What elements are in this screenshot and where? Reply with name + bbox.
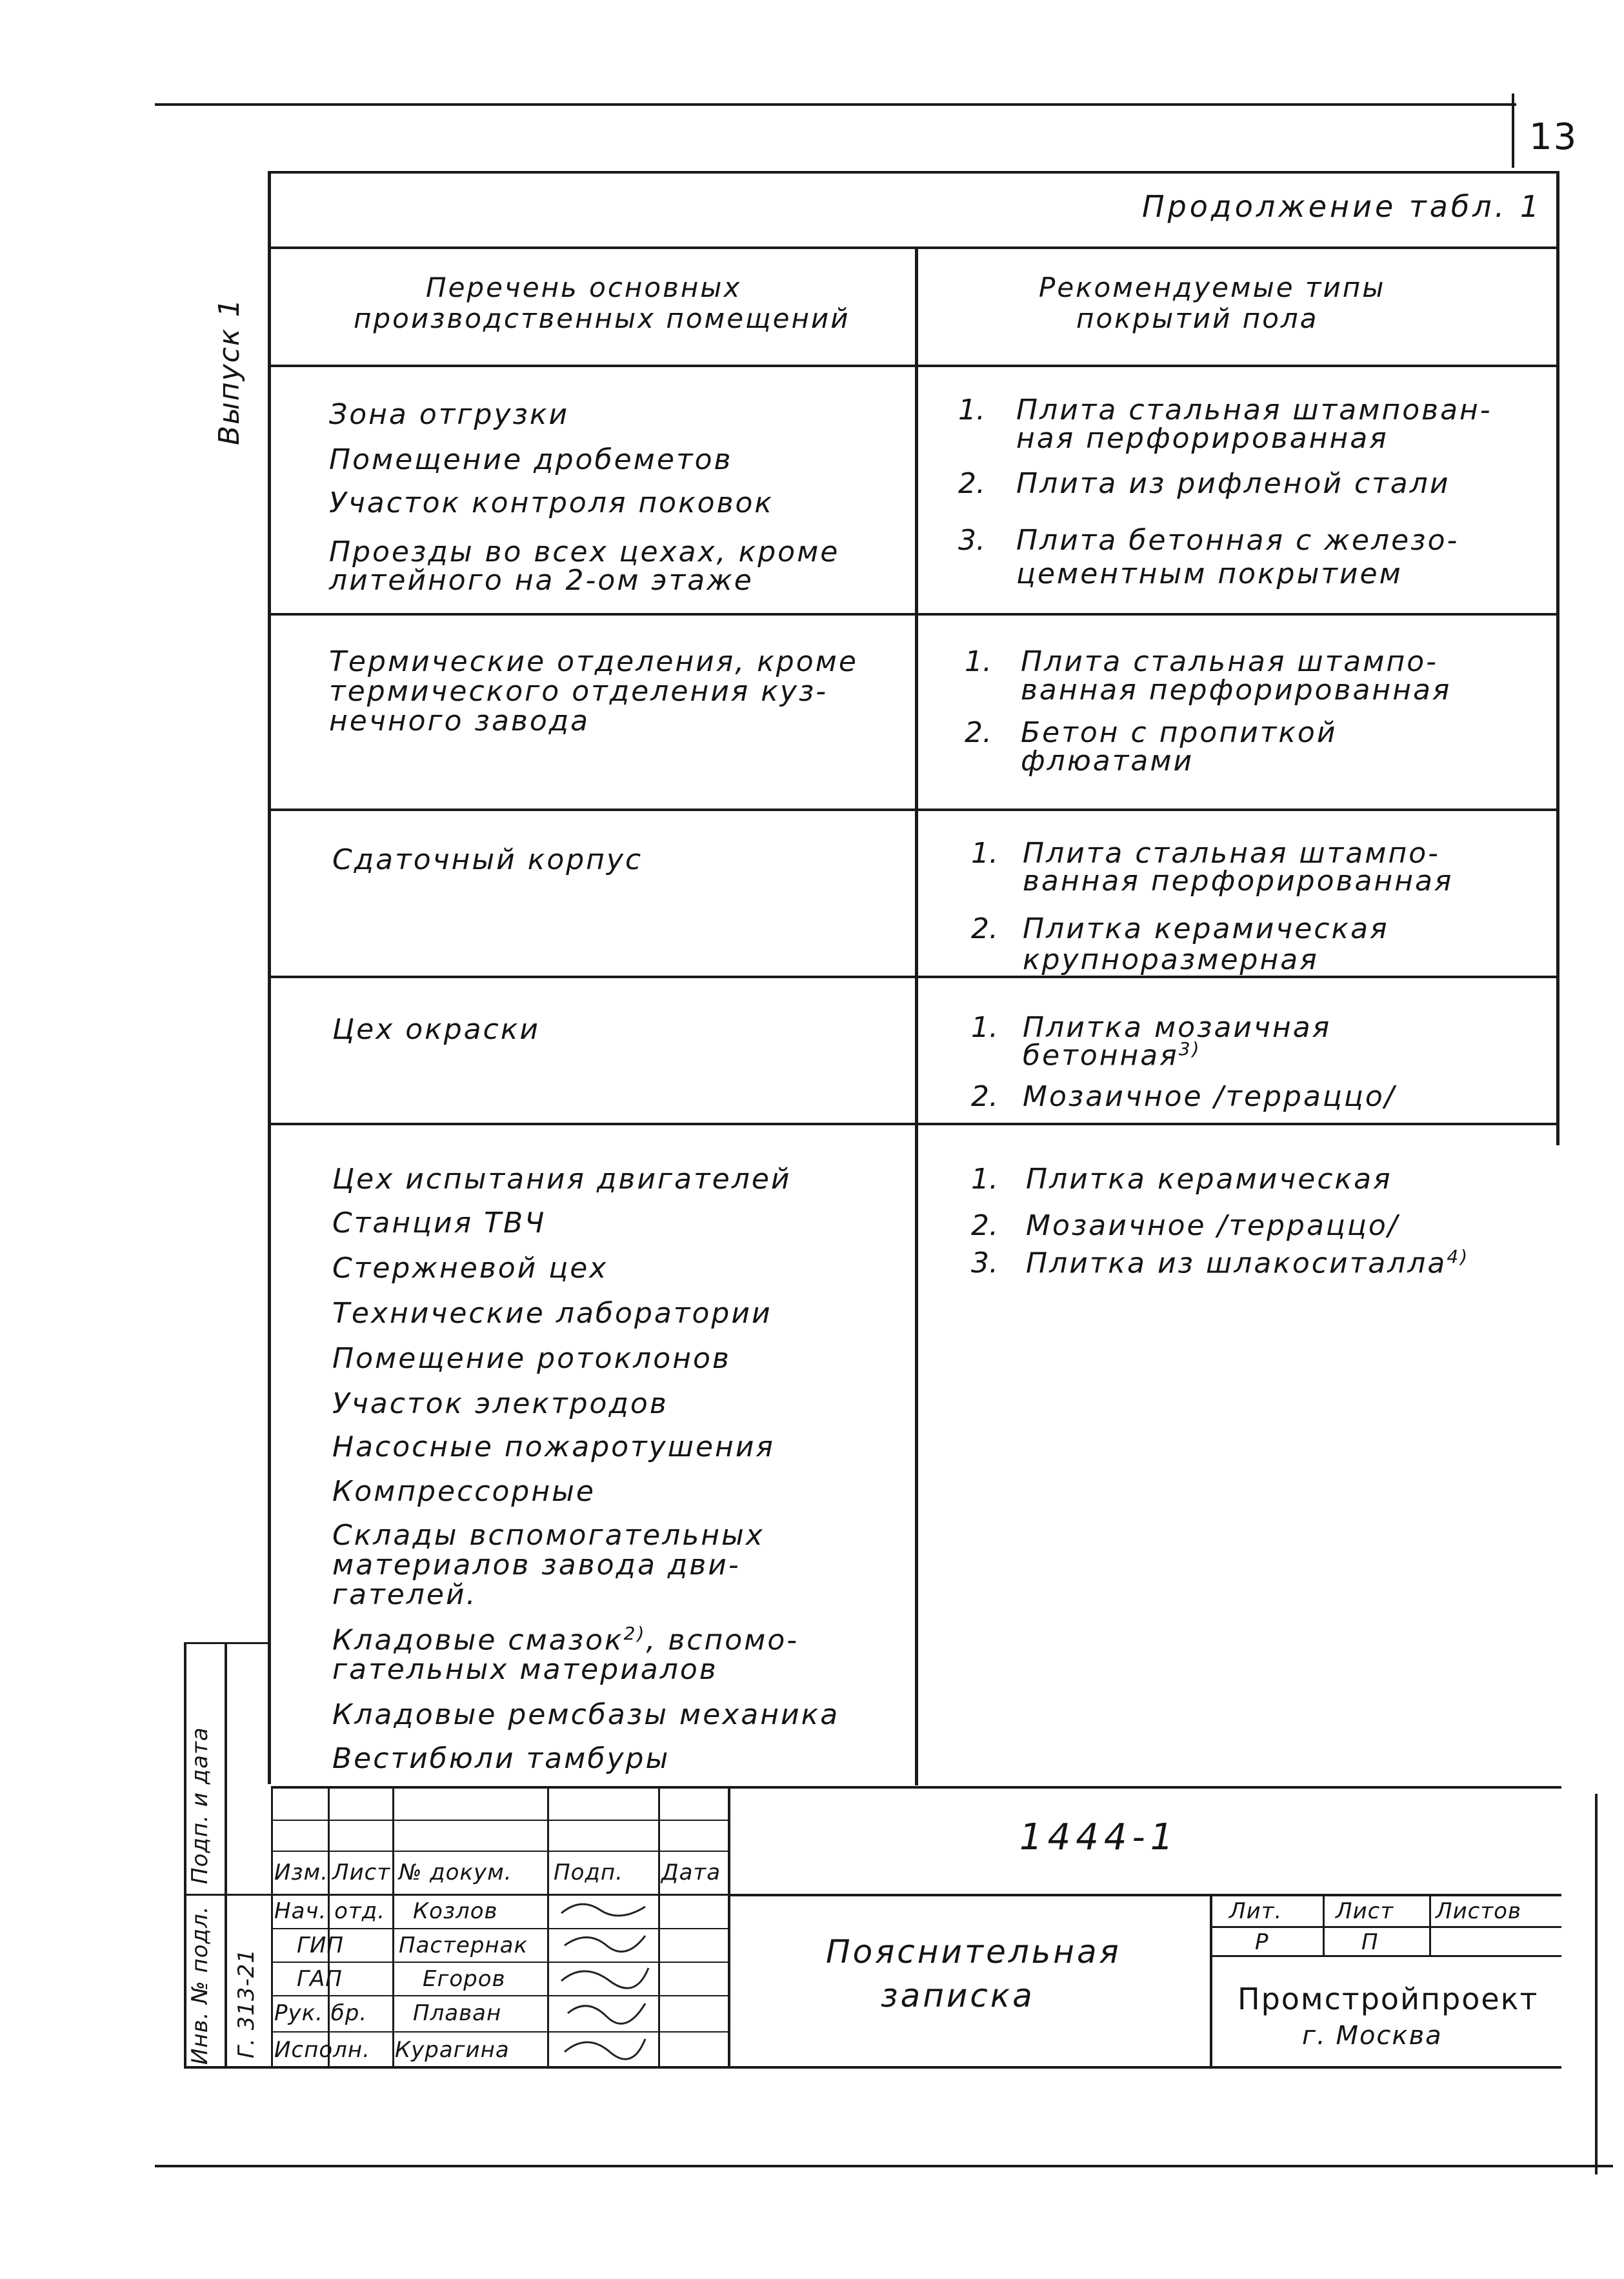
person-name: Егоров — [423, 1966, 506, 1992]
stage-col-2 — [1429, 1894, 1431, 1956]
title-block-left — [184, 1642, 186, 2068]
room-item: Компрессорные — [332, 1475, 596, 1508]
floor-type: Плита стальная штампован- — [1016, 394, 1492, 427]
floor-type: Плитка керамическая — [1026, 1163, 1392, 1196]
room-item: литейного на 2-ом этаже — [329, 564, 754, 597]
person-name: Плаван — [413, 2000, 502, 2026]
sig-row — [271, 1894, 729, 1896]
floor-type: ная перфорированная — [1016, 422, 1388, 455]
sheet-value: П — [1361, 1929, 1379, 1955]
floor-type: Плита стальная штампо- — [1021, 645, 1439, 678]
floor-number: 2. — [971, 1080, 998, 1113]
room-item: Термические отделения, кроме — [329, 645, 858, 678]
stage-col-1 — [1323, 1894, 1325, 1956]
floor-type: крупноразмерная — [1023, 943, 1319, 976]
document-title-line1: Пояснительная — [826, 1933, 1121, 1971]
sheets-header: Листов — [1436, 1898, 1522, 1924]
column-header-floors-line2: покрытий пола — [1076, 303, 1319, 334]
room-text: Кладовые смазок — [332, 1623, 624, 1657]
room-item: Станция ТВЧ — [332, 1207, 546, 1240]
signature-scribble — [561, 1904, 645, 1916]
sheet-number-divider — [1512, 94, 1514, 168]
stage-row-line2 — [1210, 1955, 1561, 1957]
sig-row — [271, 1928, 729, 1929]
sig-row — [271, 1820, 729, 1821]
signature-marks — [548, 1891, 658, 2065]
floor-type — [1023, 1038, 1201, 1074]
room-item: Участок электродов — [332, 1387, 668, 1420]
floor-number: 1. — [971, 837, 998, 870]
floor-number: 1. — [971, 1163, 998, 1196]
room-item: нечного завода — [329, 705, 590, 738]
title-block-bottom — [184, 2066, 1561, 2069]
header-date: Дата — [661, 1860, 721, 1885]
floor-type: Мозаичное /терраццо/ — [1026, 1209, 1399, 1242]
document-title-line2: записка — [881, 1977, 1035, 2014]
sig-row — [271, 1962, 729, 1963]
floor-type-text: бетонная — [1023, 1039, 1179, 1072]
header-bottom-line — [268, 365, 1558, 367]
role-label: Рук. бр. — [274, 2000, 368, 2026]
person-name: Курагина — [395, 2037, 510, 2063]
document-code: 1444-1 — [1019, 1816, 1179, 1858]
volume-label: Выпуск 1 — [213, 297, 246, 445]
room-item: гательных материалов — [332, 1653, 718, 1686]
floor-type — [1026, 1245, 1469, 1281]
floor-number: 3. — [958, 524, 985, 557]
header-top-line — [268, 246, 1558, 249]
organization-name: Промстройпроект — [1238, 1982, 1539, 2016]
signature-scribble — [565, 2039, 645, 2059]
floor-type: Плита из рифленой стали — [1016, 467, 1450, 500]
signature-scribble — [568, 2003, 645, 2023]
sig-row — [271, 2031, 729, 2033]
floor-number: 2. — [971, 1209, 998, 1242]
right-margin-line — [1595, 1794, 1598, 2174]
floor-number: 3. — [971, 1247, 998, 1280]
footnote-mark: 4) — [1447, 1246, 1470, 1267]
room-item: Помещение ротоклонов — [332, 1342, 731, 1375]
room-item: материалов завода дви- — [332, 1549, 741, 1581]
top-border — [155, 103, 1516, 106]
table-right-border — [1556, 171, 1559, 1145]
floor-type-text: Плитка из шлакоситалла — [1026, 1247, 1447, 1280]
footnote-mark: 3) — [1178, 1038, 1201, 1059]
sign-date-label: Подп. и дата — [187, 1727, 213, 1884]
header-sign: Подп. — [554, 1860, 623, 1885]
bottom-border — [155, 2165, 1613, 2167]
column-header-floors-line1: Рекомендуемые типы — [1039, 272, 1386, 303]
room-item: Склады вспомогательных — [332, 1519, 765, 1552]
organization-city: г. Москва — [1302, 2021, 1443, 2051]
title-block-mid-line — [729, 1894, 1561, 1896]
row-divider-1 — [271, 613, 1558, 616]
floor-number: 1. — [971, 1011, 998, 1044]
row-divider-3 — [271, 976, 1558, 978]
row-divider-2 — [271, 808, 1558, 811]
column-header-rooms-line1: Перечень основных — [426, 272, 742, 303]
floor-type: Плита стальная штампо- — [1023, 837, 1441, 870]
role-label: ГАП — [297, 1966, 343, 1992]
floor-number: 2. — [971, 912, 998, 945]
person-name: Пастернак — [399, 1933, 528, 1958]
role-label: ГИП — [297, 1933, 344, 1958]
floor-type: ванная перфорированная — [1021, 674, 1452, 707]
stamp-divider — [225, 1642, 227, 2068]
column-header-rooms-line2: производственных помещений — [354, 303, 850, 334]
floor-number: 1. — [965, 645, 992, 678]
floor-type: Плитка керамическая — [1023, 912, 1389, 945]
title-block-info-divider — [1210, 1894, 1212, 2068]
stage-row-line1 — [1210, 1926, 1561, 1928]
stamp-mid — [184, 1894, 271, 1896]
header-izm: Изм. — [274, 1860, 328, 1885]
title-block-top — [271, 1786, 1561, 1789]
sig-row — [271, 1995, 729, 1996]
floor-type: Плитка мозаичная — [1023, 1011, 1332, 1044]
room-item: Вестибюли тамбуры — [332, 1742, 670, 1775]
room-item: гателей. — [332, 1578, 477, 1611]
floor-type: флюатами — [1021, 745, 1194, 778]
inventory-label: Инв. № подл. — [187, 1905, 213, 2065]
floor-type: Плита бетонная с железо- — [1016, 524, 1459, 557]
sheet-number: 13 — [1529, 116, 1578, 158]
room-item: Технические лаборатории — [332, 1297, 772, 1330]
room-item: Зона отгрузки — [329, 398, 570, 431]
floor-type: Мозаичное /терраццо/ — [1023, 1080, 1396, 1113]
stage-header: Лит. — [1229, 1898, 1283, 1924]
stamp-top — [184, 1642, 271, 1644]
floor-type: цементным покрытием — [1016, 557, 1403, 590]
signature-scribble — [565, 1936, 645, 1952]
room-item: Помещение дробеметов — [329, 443, 733, 476]
role-label: Исполн. — [274, 2037, 370, 2063]
room-text-tail: , вспомо- — [646, 1623, 799, 1657]
floor-type: ванная перфорированная — [1023, 865, 1454, 898]
room-item: Стержневой цех — [332, 1252, 608, 1285]
header-doc: № докум. — [399, 1860, 512, 1885]
column-divider — [915, 246, 918, 1785]
room-item: Сдаточный корпус — [332, 843, 643, 876]
row-divider-4 — [271, 1123, 1558, 1125]
room-item: Участок контроля поковок — [329, 487, 774, 519]
footnote-mark: 2) — [623, 1623, 647, 1644]
stage-value: Р — [1255, 1929, 1269, 1955]
sig-row — [271, 1851, 729, 1852]
floor-number: 2. — [965, 716, 992, 749]
sheet-header: Лист — [1336, 1898, 1394, 1924]
signature-scribble — [561, 1968, 648, 1988]
floor-number: 2. — [958, 467, 985, 500]
room-item: Насосные пожаротушения — [332, 1431, 775, 1463]
floor-number: 1. — [958, 394, 985, 427]
role-label: Нач. отд. — [274, 1898, 386, 1924]
floor-type: Бетон с пропиткой — [1021, 716, 1338, 749]
room-item: Цех окраски — [332, 1013, 541, 1046]
room-item: Проезды во всех цехах, кроме — [329, 536, 840, 568]
room-item: Кладовые ремсбазы механика — [332, 1698, 840, 1731]
room-item: Цех испытания двигателей — [332, 1163, 792, 1196]
continuation-label: Продолжение табл. 1 — [1142, 189, 1543, 224]
inventory-value: Г. 313-21 — [234, 1949, 259, 2058]
table-top-border — [268, 171, 1558, 174]
header-list: Лист — [332, 1860, 391, 1885]
room-item: термического отделения куз- — [329, 675, 828, 708]
person-name: Козлов — [413, 1898, 498, 1924]
